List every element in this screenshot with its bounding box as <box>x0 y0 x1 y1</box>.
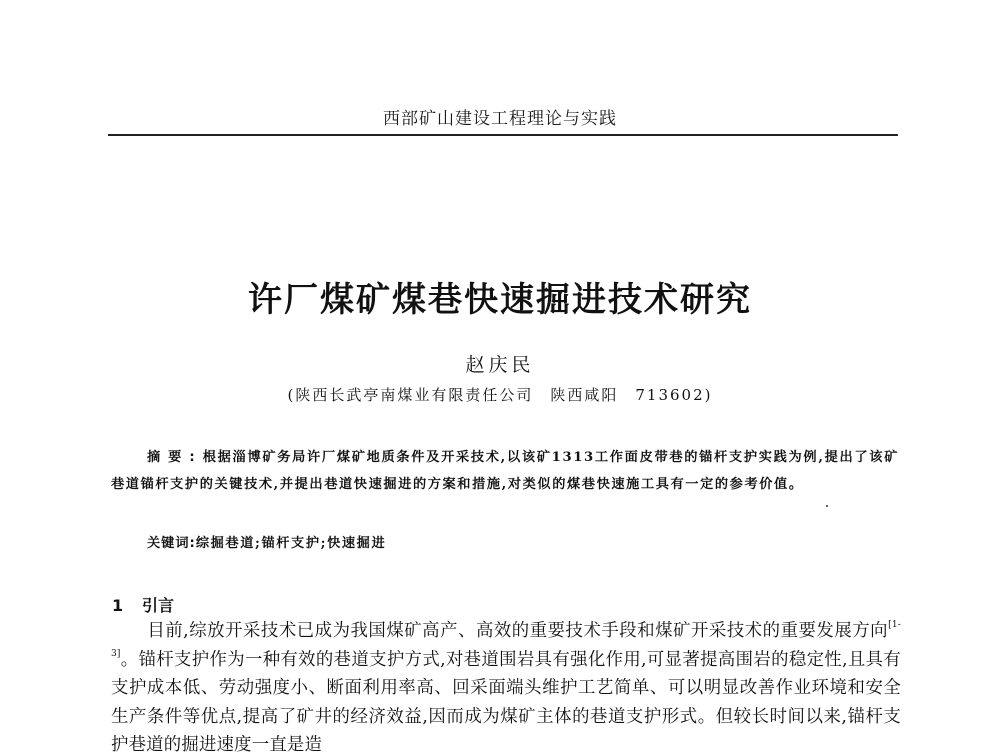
section-heading <box>112 593 174 616</box>
section-title: 引言 <box>142 596 175 615</box>
abstract-text: 根据淄博矿务局许厂煤矿地质条件及开采技术,以该矿1313工作面皮带巷的锚杆支护实践为例,提出了该矿巷道锚杆支护的关键技术,并提出巷道快速掘进的方案和措施,对类似的煤巷快速施工具有一定的参考价值。 <box>111 450 899 492</box>
abstract-label: 摘要: <box>147 450 203 465</box>
keywords-text: 综掘巷道;锚杆支护;快速掘进 <box>195 536 387 551</box>
running-head: 西部矿山建设工程理论与实践 <box>383 109 617 129</box>
author-name: 赵庆民 <box>465 354 535 376</box>
paper-title: 许厂煤矿煤巷快速掘进技术研究 <box>248 280 752 320</box>
header-rule <box>108 134 898 136</box>
keywords-block <box>147 532 386 551</box>
stray-mark <box>826 505 828 507</box>
section-number: 1 <box>112 596 124 615</box>
citation-ref: [1-3] <box>111 620 901 659</box>
body-text-part2: 。锚杆支护作为一种有效的巷道支护方式,对巷道围岩具有强化作用,可显著提高围岩的稳定性,且具有支护成本低、劳动强度小、断面利用率高、回采面端头维护工艺简单、可以明显改善作业环境和安全生产条件等优点,提高了矿井的经济效益,因而成为煤矿主体的巷道支护形式。但较长时间以来,锚杆支护巷道的掘进速度一直是造 <box>111 649 901 752</box>
author-affiliation: (陕西长武亭南煤业有限责任公司 陕西咸阳 713602) <box>287 386 713 404</box>
body-paragraph <box>111 617 901 752</box>
body-text-part1: 目前,综放开采技术已成为我国煤矿高产、高效的重要技术手段和煤矿开采技术的重要发展方向 <box>147 621 889 641</box>
abstract-block <box>111 444 899 498</box>
keywords-label: 关键词: <box>147 536 196 551</box>
